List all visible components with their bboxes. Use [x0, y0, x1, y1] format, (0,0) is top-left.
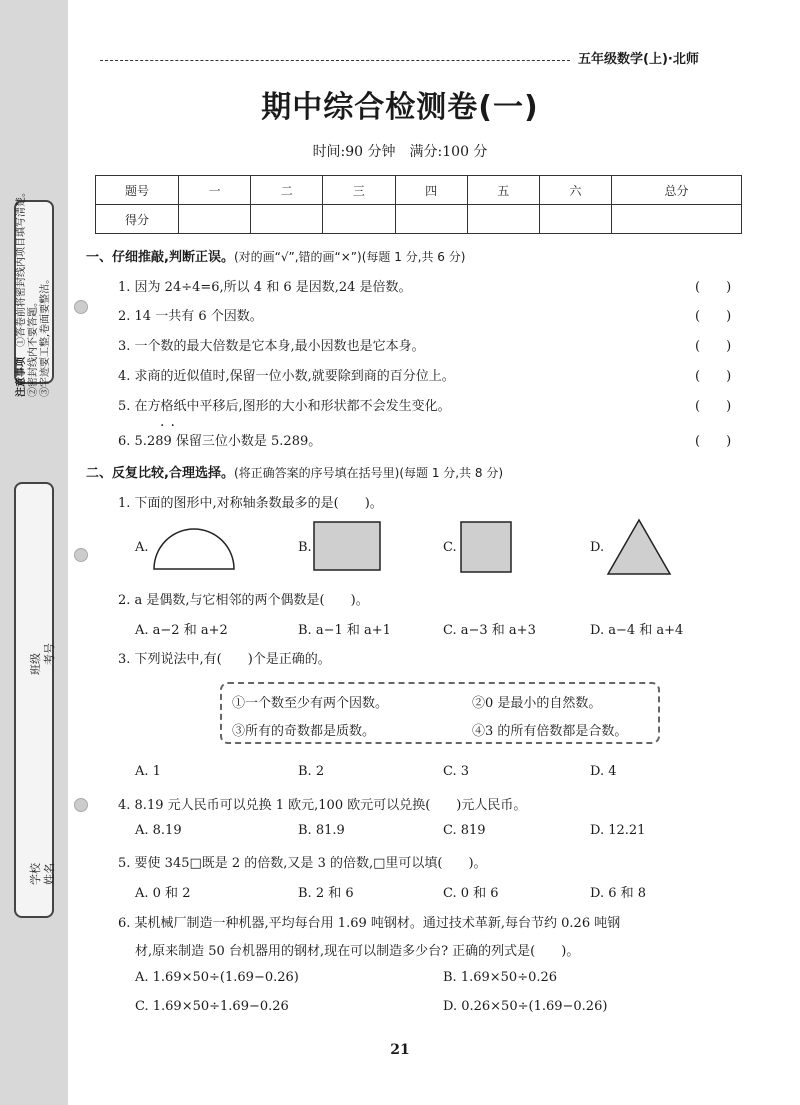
table-header: 二	[251, 176, 323, 205]
option-a[interactable]: A. 1.69×50÷(1.69−0.26)	[135, 970, 299, 985]
score-cell[interactable]	[323, 205, 395, 234]
square-shape	[460, 521, 514, 575]
option-b[interactable]: B. 2 和 6	[298, 886, 354, 901]
answer-paren[interactable]: ( )	[695, 339, 732, 354]
table-header: 题号	[96, 176, 179, 205]
school-field[interactable]: 学校	[29, 863, 42, 885]
binding-hole	[74, 798, 88, 812]
notice-label: 注意事项	[16, 357, 27, 397]
score-cell[interactable]	[395, 205, 467, 234]
student-info-box	[14, 482, 54, 918]
score-cell[interactable]	[539, 205, 611, 234]
option-d[interactable]: D.	[590, 540, 605, 555]
answer-paren[interactable]: ( )	[695, 280, 732, 295]
choice-question-3: 3. 下列说法中,有( )个是正确的。	[118, 652, 331, 667]
score-table	[95, 175, 742, 234]
section-1-title: 一、仔细推敲,判断正误。(对的画“√”,错的画“×”)(每题 1 分,共 6 分)	[86, 250, 466, 265]
option-a[interactable]: A.	[135, 540, 149, 555]
judge-question-6: 6. 5.289 保留三位小数是 5.289。	[118, 434, 322, 449]
option-d[interactable]: D. 0.26×50÷(1.69−0.26)	[443, 999, 608, 1014]
statement-1: ①一个数至少有两个因数。	[232, 696, 389, 711]
section-2-title: 二、反复比较,合理选择。(将正确答案的序号填在括号里)(每题 1 分,共 8 分)	[86, 466, 504, 481]
statement-4: ④3 的所有倍数都是合数。	[472, 724, 628, 739]
option-c[interactable]: C. 1.69×50÷1.69−0.26	[135, 999, 289, 1014]
judge-question-5: 5. 在方格纸中平移后,图形的大小和形状都不会发生变化。	[118, 399, 451, 414]
grade-tag: 五年级数学(上)·北师	[578, 52, 699, 67]
option-d[interactable]: D. 12.21	[590, 823, 646, 838]
score-table-header-row	[96, 176, 742, 205]
score-cell[interactable]	[612, 205, 742, 234]
option-d[interactable]: D. 6 和 8	[590, 886, 647, 901]
option-a[interactable]: A. 1	[135, 764, 161, 779]
notice-text	[16, 187, 52, 397]
rectangle-shape	[313, 521, 383, 573]
table-header: 六	[539, 176, 611, 205]
notice-3: ③字迹要工整,卷面要整洁。	[40, 273, 51, 397]
binding-hole	[74, 300, 88, 314]
choice-question-6-line-1: 6. 某机械厂制造一种机器,平均每台用 1.69 吨钢材。通过技术革新,每台节约 0.26 吨钢	[118, 916, 621, 931]
option-d[interactable]: D. 4	[590, 764, 617, 779]
name-field[interactable]: 姓名	[43, 863, 56, 885]
judge-question-1: 1. 因为 24÷4=6,所以 4 和 6 是因数,24 是倍数。	[118, 280, 412, 295]
option-c[interactable]: C. 3	[443, 764, 470, 779]
semicircle-shape	[152, 527, 236, 571]
option-a[interactable]: A. a−2 和 a+2	[135, 623, 228, 638]
time-score-line: 时间:90 分钟 满分:100 分	[312, 144, 488, 160]
option-d[interactable]: D. a−4 和 a+4	[590, 623, 684, 638]
option-b[interactable]: B. 2	[298, 764, 325, 779]
score-cell[interactable]	[251, 205, 323, 234]
notice-1: ①答卷前将密封线内项目填写清楚。	[16, 187, 27, 347]
option-c[interactable]: C. 0 和 6	[443, 886, 499, 901]
table-header: 总分	[612, 176, 742, 205]
judge-question-4: 4. 求商的近似值时,保留一位小数,就要除到商的百分位上。	[118, 369, 455, 384]
statement-2: ②0 是最小的自然数。	[472, 696, 602, 711]
choice-question-1: 1. 下面的图形中,对称轴条数最多的是( )。	[118, 496, 383, 511]
choice-question-5: 5. 要使 345□既是 2 的倍数,又是 3 的倍数,□里可以填( )。	[118, 856, 487, 871]
choice-question-2: 2. a 是偶数,与它相邻的两个偶数是( )。	[118, 593, 369, 608]
option-c[interactable]: C. 819	[443, 823, 486, 838]
statements-box	[220, 682, 660, 744]
binding-hole	[74, 548, 88, 562]
option-a[interactable]: A. 0 和 2	[135, 886, 191, 901]
triangle-shape	[606, 518, 672, 576]
judge-question-2: 2. 14 一共有 6 个因数。	[118, 309, 263, 324]
header-dashed-line	[100, 60, 570, 61]
score-table-row	[96, 205, 742, 234]
option-b[interactable]: B.	[298, 540, 312, 555]
option-c[interactable]: C.	[443, 540, 457, 555]
emphasis-dots: ··	[160, 418, 181, 434]
answer-paren[interactable]: ( )	[695, 309, 732, 324]
statement-3: ③所有的奇数都是质数。	[232, 724, 376, 739]
page-title: 期中综合检测卷(一)	[261, 90, 539, 125]
option-b[interactable]: B. 1.69×50÷0.26	[443, 970, 558, 985]
choice-question-4: 4. 8.19 元人民币可以兑换 1 欧元,100 欧元可以兑换( )元人民币。	[118, 798, 527, 813]
table-header: 三	[323, 176, 395, 205]
notice-2: ②密封线内不要答题。	[28, 297, 39, 397]
answer-paren[interactable]: ( )	[695, 399, 732, 414]
judge-question-3: 3. 一个数的最大倍数是它本身,最小因数也是它本身。	[118, 339, 425, 354]
class-field[interactable]: 班级	[29, 653, 42, 675]
exam-number-field[interactable]: 考号	[43, 643, 56, 665]
answer-paren[interactable]: ( )	[695, 369, 732, 384]
option-b[interactable]: B. a−1 和 a+1	[298, 623, 391, 638]
option-b[interactable]: B. 81.9	[298, 823, 345, 838]
table-header: 一	[179, 176, 251, 205]
notice-box	[14, 187, 54, 397]
score-cell[interactable]	[179, 205, 251, 234]
score-row-label: 得分	[96, 205, 179, 234]
table-header: 四	[395, 176, 467, 205]
score-cell[interactable]	[467, 205, 539, 234]
choice-question-6-line-2: 材,原来制造 50 台机器用的钢材,现在可以制造多少台? 正确的列式是( )。	[135, 944, 580, 959]
option-a[interactable]: A. 8.19	[135, 823, 182, 838]
table-header: 五	[467, 176, 539, 205]
answer-paren[interactable]: ( )	[695, 434, 732, 449]
page-number: 21	[390, 1042, 410, 1058]
option-c[interactable]: C. a−3 和 a+3	[443, 623, 536, 638]
